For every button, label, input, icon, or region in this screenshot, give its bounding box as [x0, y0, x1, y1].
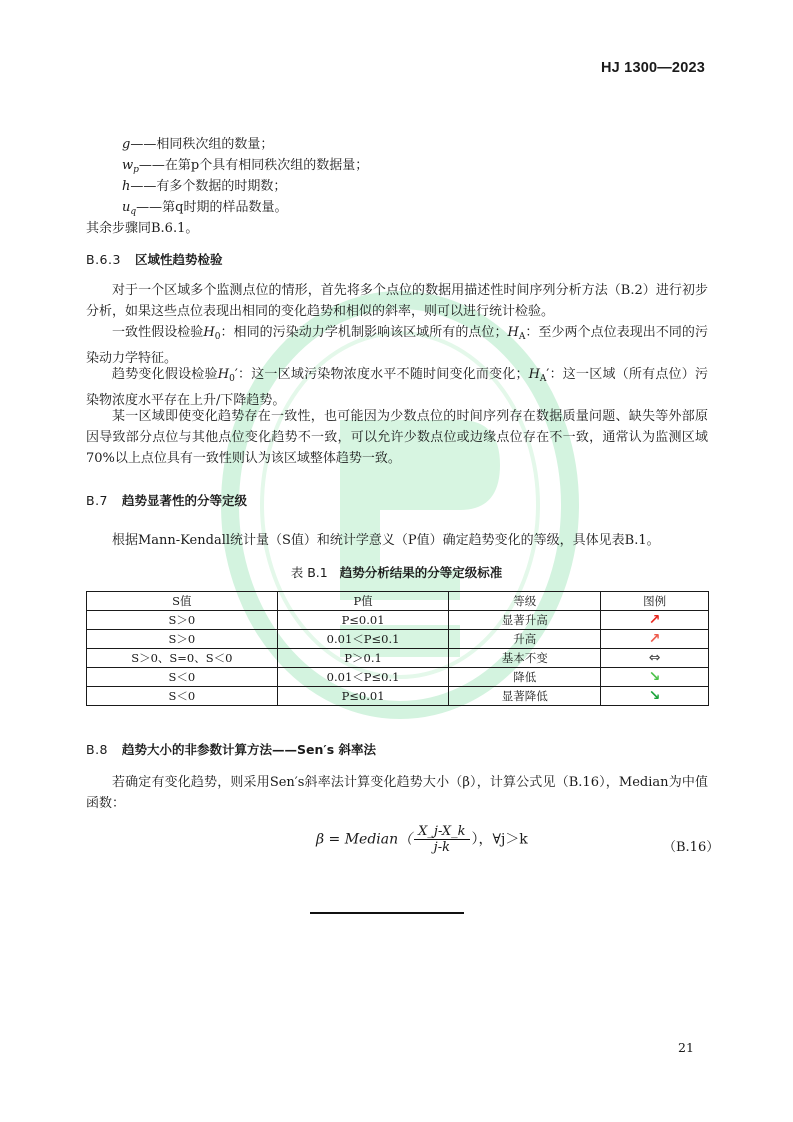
cell-p: P≤0.01: [277, 687, 449, 706]
sen-slope-formula: [316, 824, 528, 855]
header-grade: 等级: [449, 592, 601, 611]
formula-numerator: X_j-X_k: [414, 824, 469, 840]
cell-s: S＞0: [87, 630, 278, 649]
cell-s: S＜0: [87, 687, 278, 706]
cell-grade: 显著升高: [449, 611, 601, 630]
cell-p: 0.01＜P≤0.1: [277, 630, 449, 649]
definition-g: g——相同秩次组的数量；: [122, 137, 274, 152]
standard-number: HJ 1300—2023: [601, 60, 705, 76]
end-rule: [310, 912, 464, 914]
formula-lhs: β = Median（: [316, 831, 413, 848]
arrow-down-right-icon: ↘: [601, 687, 709, 706]
cell-grade: 降低: [449, 668, 601, 687]
cell-s: S＜0: [87, 668, 278, 687]
table-header-row: [87, 592, 709, 611]
section-heading-b63: B.6.3 区域性趋势检验: [86, 252, 223, 267]
cell-s: S＞0: [87, 611, 278, 630]
page-number: 21: [678, 1040, 694, 1055]
header-s-value: S值: [87, 592, 278, 611]
cell-grade: 升高: [449, 630, 601, 649]
arrow-down-right-icon: ↘: [601, 668, 709, 687]
cell-p: P≤0.01: [277, 611, 449, 630]
equation-number: （B.16）: [663, 840, 720, 855]
arrow-left-right-icon: ⇔: [601, 649, 709, 668]
cell-p: P＞0.1: [277, 649, 449, 668]
definition-wp: $w_p——$在第p个具有相同秩次组的数据量；: [122, 158, 369, 175]
paragraph-b63-intro: 对于一个区域多个监测点位的情形，首先将多个点位的数据用描述性时间序列分析方法（B.2）进行初步分析，如果这些点位表现出相同的变化趋势和相似的斜率，则可以进行统计检验。: [86, 283, 708, 319]
definition-h: h——有多个数据的时期数；: [122, 179, 287, 194]
table-row: [87, 687, 709, 706]
table-row: [87, 668, 709, 687]
arrow-up-right-icon: ↗: [601, 611, 709, 630]
formula-denominator: j-k: [433, 840, 450, 855]
header-legend: 图例: [601, 592, 709, 611]
table-row: [87, 611, 709, 630]
formula-rhs: ），∀j＞k: [471, 831, 528, 848]
cell-grade: 显著降低: [449, 687, 601, 706]
definition-uq: $u_q——$第q时期的样品数量。: [122, 200, 288, 217]
table-row: [87, 630, 709, 649]
arrow-up-right-icon: ↗: [601, 630, 709, 649]
cell-s: S＞0、S=0、S＜0: [87, 649, 278, 668]
remaining-steps: 其余步骤同B.6.1。: [86, 221, 199, 236]
section-heading-b8: B.8 趋势大小的非参数计算方法——Sen′s 斜率法: [86, 742, 376, 757]
paragraph-consistency-hypothesis: 一致性假设检验$H_0$：相同的污染动力学机制影响该区域所有的点位；$H_A$：至少两个点位表现出不同的污染动力学特征。: [86, 325, 708, 366]
section-heading-b7: B.7 趋势显著性的分等定级: [86, 493, 248, 508]
table-caption: 表 B.1 趋势分析结果的分等定级标准: [290, 565, 503, 580]
header-p-value: P值: [277, 592, 449, 611]
paragraph-regional-consistency: 某一区域即使变化趋势存在一致性，也可能因为少数点位的时间序列存在数据质量问题、缺失等外部原因导致部分点位与其他点位变化趋势不一致，可以允许少数点位或边缘点位存在不一致，通常认为监测区域70%以上点位具有一致性则认为该区域整体趋势一致。: [86, 409, 708, 466]
paragraph-trend-hypothesis: 趋势变化假设检验$H_0'$：这一区域污染物浓度水平不随时间变化而变化；$H_A'$：这一区域（所有点位）污染物浓度水平存在上升/下降趋势。: [86, 367, 708, 408]
formula-fraction: [414, 824, 469, 855]
table-row: [87, 649, 709, 668]
cell-p: 0.01＜P≤0.1: [277, 668, 449, 687]
paragraph-b8: 若确定有变化趋势，则采用Sen′s斜率法计算变化趋势大小（β），计算公式见（B.16），Median为中值函数：: [86, 775, 708, 811]
cell-grade: 基本不变: [449, 649, 601, 668]
grading-table: [86, 591, 709, 706]
paragraph-b7: 根据Mann-Kendall统计量（S值）和统计学意义（P值）确定趋势变化的等级，具体见表B.1。: [112, 533, 660, 548]
